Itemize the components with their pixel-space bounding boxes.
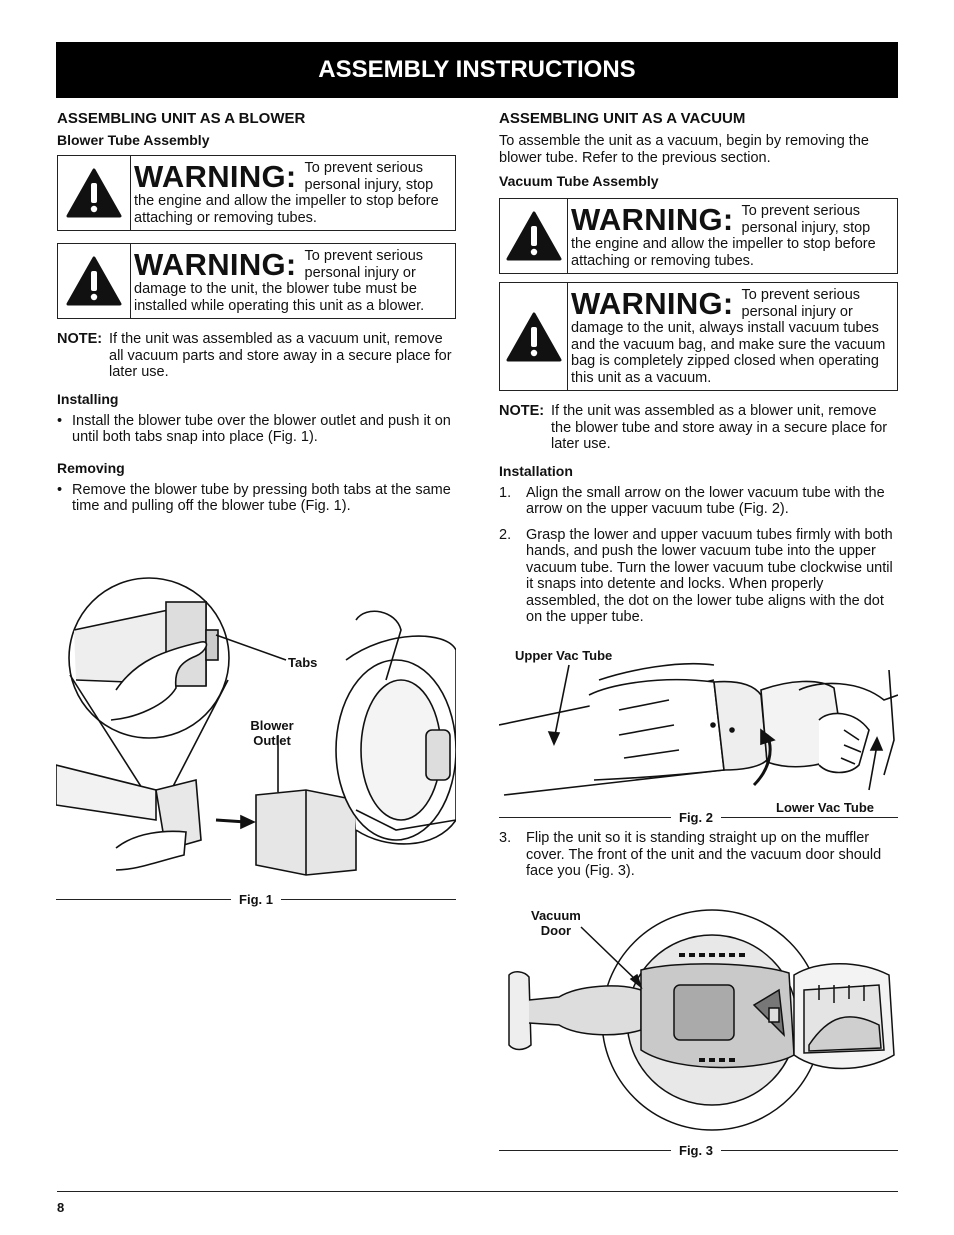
- figure-2: [499, 640, 898, 830]
- warning-box: [57, 155, 456, 231]
- warning-text: To prevent serious personal injury or damage to the unit, the blower tube must be installed while operating this unit as a blower.: [134, 248, 425, 314]
- left-column: [57, 110, 456, 529]
- caption-text: Fig. 2: [679, 810, 713, 825]
- label-vacuum-door: [531, 908, 581, 938]
- note-label: NOTE:: [499, 403, 545, 419]
- warning-triangle-icon: [58, 156, 131, 230]
- note-text: If the unit was assembled as a blower unit, remove the blower tube and store away in a secure place for later use.: [551, 403, 888, 452]
- vacuum-subheading: Vacuum Tube Assembly: [499, 173, 659, 189]
- list-item-text: Install the blower tube over the blower outlet and push it on until both tabs snap into place (Fig. 1).: [72, 412, 451, 445]
- step-text: Flip the unit so it is standing straight up on the muffler cover. The front of the unit and the vacuum door should face you (Fig. 3).: [526, 830, 882, 879]
- label-lower-vac-tube: Lower Vac Tube: [776, 800, 875, 815]
- warning-text: To prevent serious personal injury, stop the engine and allow the impeller to stop before attaching or removing tubes.: [134, 160, 439, 226]
- step-number: 2.: [499, 526, 512, 543]
- section-banner: ASSEMBLY INSTRUCTIONS: [56, 42, 898, 98]
- warning-title: WARNING:: [571, 286, 734, 321]
- right-column: [499, 110, 898, 635]
- vacuum-door-illustration: [499, 905, 898, 1135]
- note: [57, 331, 456, 381]
- list-item-text: Remove the blower tube by pressing both tabs at the same time and pulling off the blower tube (Fig. 1).: [72, 481, 451, 514]
- caption-text: Fig. 1: [239, 892, 273, 907]
- warning-text: To prevent serious personal injury or damage to the unit, always install vacuum tubes and the vacuum bag, and make sure the vacuum bag is completely zipped closed when operating this unit as a vacuum.: [571, 287, 886, 386]
- list-item: • Install the blower tube over the blower outlet and push it on until both tabs snap into place (Fig. 1).: [57, 413, 456, 446]
- warning-text: To prevent serious personal injury, stop the engine and allow the impeller to stop before attaching or removing tubes.: [571, 203, 876, 269]
- note-label: NOTE:: [57, 331, 103, 347]
- warning-box: [57, 243, 456, 319]
- list-item: [499, 527, 898, 626]
- installation-heading: Installation: [499, 462, 573, 479]
- figure-3: [499, 905, 898, 1160]
- step-text: Align the small arrow on the lower vacuum tube with the arrow on the upper vacuum tube (Fig. 2).: [526, 484, 885, 517]
- page-number: 8: [57, 1200, 65, 1215]
- warning-title: WARNING:: [571, 202, 734, 237]
- step-number: 3.: [499, 830, 512, 846]
- label-line: Vacuum: [531, 908, 581, 923]
- warning-title: WARNING:: [134, 247, 297, 282]
- label-line: Blower: [250, 718, 294, 733]
- note-text: If the unit was assembled as a vacuum unit, remove all vacuum parts and store away in a secure place for later use.: [109, 331, 452, 380]
- warning-triangle-icon: [500, 283, 568, 390]
- figure-caption: [499, 810, 898, 825]
- warning-box: [499, 198, 898, 274]
- list-item: [499, 830, 898, 880]
- label-upper-vac-tube: Upper Vac Tube: [515, 648, 613, 663]
- figure-1: [56, 570, 456, 910]
- vacuum-tubes-illustration: [499, 640, 898, 810]
- step-number: 1.: [499, 484, 512, 501]
- figure-caption: [499, 1143, 898, 1158]
- list-item: • Remove the blower tube by pressing both tabs at the same time and pulling off the blower tube (Fig. 1).: [57, 482, 456, 515]
- label-line: Outlet: [253, 733, 291, 748]
- warning-title: WARNING:: [134, 159, 297, 194]
- footer-divider: [57, 1191, 898, 1192]
- removing-heading: Removing: [57, 459, 125, 476]
- blower-heading: ASSEMBLING UNIT AS A BLOWER: [57, 110, 306, 127]
- warning-box: [499, 282, 898, 391]
- label-line: Door: [540, 923, 572, 938]
- blower-subheading: Blower Tube Assembly: [57, 132, 210, 148]
- vacuum-intro: To assemble the unit as a vacuum, begin by removing the blower tube. Refer to the previous section.: [499, 133, 869, 166]
- label-blower-outlet: [246, 718, 298, 748]
- list-item: [499, 485, 898, 518]
- warning-triangle-icon: [500, 199, 568, 273]
- step-text: Grasp the lower and upper vacuum tubes firmly with both hands, and push the lower vacuum tube into the upper vacuum tube. Turn the lower vacuum tube clockwise until it snaps into detente and locks. When properly assembled, the dot on the lower tube aligns with the dot on the upper tube.: [526, 526, 893, 625]
- vacuum-heading: ASSEMBLING UNIT AS A VACUUM: [499, 110, 746, 127]
- warning-triangle-icon: [58, 244, 131, 318]
- label-tabs: Tabs: [288, 655, 318, 670]
- caption-text: Fig. 3: [679, 1143, 713, 1158]
- figure-caption: [56, 892, 456, 907]
- installing-heading: Installing: [57, 390, 119, 407]
- note: [499, 403, 898, 453]
